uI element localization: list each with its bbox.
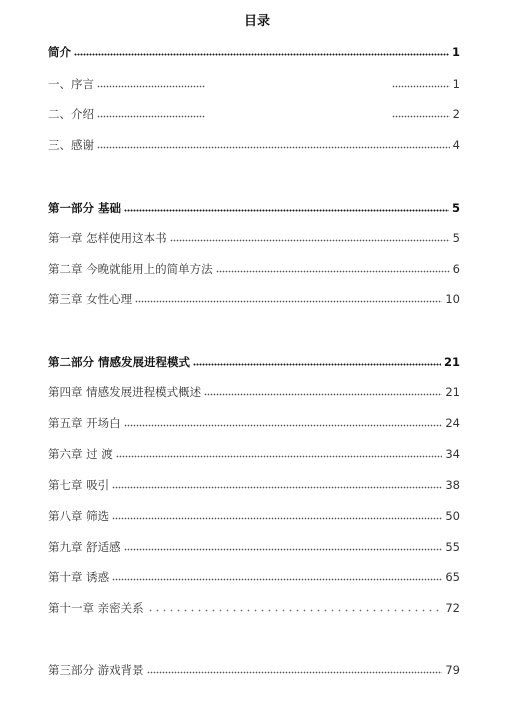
toc-entry-page: 21 <box>445 385 460 399</box>
toc-entry-label: 第八章 筛选 <box>48 509 110 523</box>
toc-entry-introduction[interactable] <box>48 106 460 122</box>
dot-leader <box>392 85 450 88</box>
dot-leader <box>147 671 443 674</box>
dot-leader <box>135 300 442 303</box>
toc-entry-part-one[interactable] <box>48 200 460 216</box>
toc-entry-label: 二、介绍 <box>48 107 94 121</box>
toc-entry-chapter-2[interactable] <box>48 261 460 277</box>
toc-entry-page: 79 <box>445 663 460 677</box>
dot-leader <box>170 239 450 242</box>
dot-leader <box>204 393 442 396</box>
dot-leader <box>97 146 450 149</box>
dot-leader <box>147 609 443 612</box>
toc-entry-chapter-10[interactable] <box>48 569 460 585</box>
toc-entry-label: 第十一章 亲密关系 <box>48 601 144 615</box>
toc-entry-page: 65 <box>445 570 460 584</box>
toc-entry-label: 第一部分 基础 <box>48 201 122 215</box>
dot-leader <box>124 424 443 427</box>
dot-leader <box>112 486 442 489</box>
toc-entry-label: 第四章 情感发展进程模式概述 <box>48 385 202 399</box>
dot-leader <box>112 578 442 581</box>
toc-entry-label: 第三部分 游戏背景 <box>48 663 144 677</box>
toc-entry-chapter-9[interactable] <box>48 539 460 555</box>
toc-entry-label: 第二章 今晚就能用上的简单方法 <box>48 262 213 276</box>
toc-entry-page: 38 <box>445 478 460 492</box>
toc-entry-chapter-5[interactable] <box>48 415 460 431</box>
toc-entry-label: 第七章 吸引 <box>48 478 110 492</box>
toc-entry-chapter-6[interactable] <box>48 446 460 462</box>
toc-entry-chapter-1[interactable] <box>48 230 460 246</box>
toc-entry-label: 第一章 怎样使用这本书 <box>48 231 167 245</box>
toc-entry-page: 5 <box>452 231 460 245</box>
toc-entry-page: 50 <box>445 509 460 523</box>
toc-entry-thanks[interactable] <box>48 137 460 153</box>
toc-entry-preface[interactable] <box>48 76 460 92</box>
toc-entry-label: 第九章 舒适感 <box>48 540 121 554</box>
toc-entry-page: 24 <box>445 416 460 430</box>
toc-entry-page: 10 <box>445 292 460 306</box>
toc-entry-label: 第三章 女性心理 <box>48 292 133 306</box>
dot-leader <box>97 115 205 118</box>
toc-entry-page: 34 <box>445 447 460 461</box>
toc-entry-part-two[interactable] <box>48 354 460 370</box>
toc-entry-label: 简介 <box>48 45 71 59</box>
toc-entry-label: 三、感谢 <box>48 138 94 152</box>
toc-entry-label: 第五章 开场白 <box>48 416 121 430</box>
dot-leader <box>97 85 205 88</box>
toc-entry-chapter-11[interactable] <box>48 600 460 616</box>
dot-leader <box>216 270 450 273</box>
dot-leader <box>74 53 449 56</box>
dot-leader <box>392 115 450 118</box>
dot-leader <box>193 363 441 366</box>
toc-entry-chapter-8[interactable] <box>48 508 460 524</box>
toc-entry-page: 4 <box>452 138 460 152</box>
dot-leader <box>112 517 442 520</box>
toc-entry-label: 第六章 过 渡 <box>48 447 113 461</box>
dot-leader <box>124 548 443 551</box>
toc-entry-chapter-3[interactable] <box>48 291 460 307</box>
toc-entry-label: 第二部分 情感发展进程模式 <box>48 355 191 369</box>
toc-entry-label: 一、序言 <box>48 77 94 91</box>
toc-entry-part-three[interactable] <box>48 662 460 678</box>
toc-entry-page: 5 <box>451 201 460 215</box>
toc-entry-page: 1 <box>451 45 460 59</box>
toc-entry-page: 55 <box>445 540 460 554</box>
dot-leader <box>124 209 449 212</box>
dot-leader <box>116 455 443 458</box>
toc-entry-page: 21 <box>443 355 460 369</box>
toc-entry-intro[interactable] <box>48 44 460 60</box>
toc-entry-label: 第十章 诱惑 <box>48 570 110 584</box>
toc-entry-chapter-4[interactable] <box>48 384 460 400</box>
toc-entry-page: 1 <box>452 77 460 91</box>
toc-entry-page: 2 <box>452 107 460 121</box>
toc-entry-page: 6 <box>452 262 460 276</box>
toc-title: 目录 <box>243 14 270 29</box>
toc-entry-page: 72 <box>445 601 460 615</box>
toc-entry-chapter-7[interactable] <box>48 477 460 493</box>
